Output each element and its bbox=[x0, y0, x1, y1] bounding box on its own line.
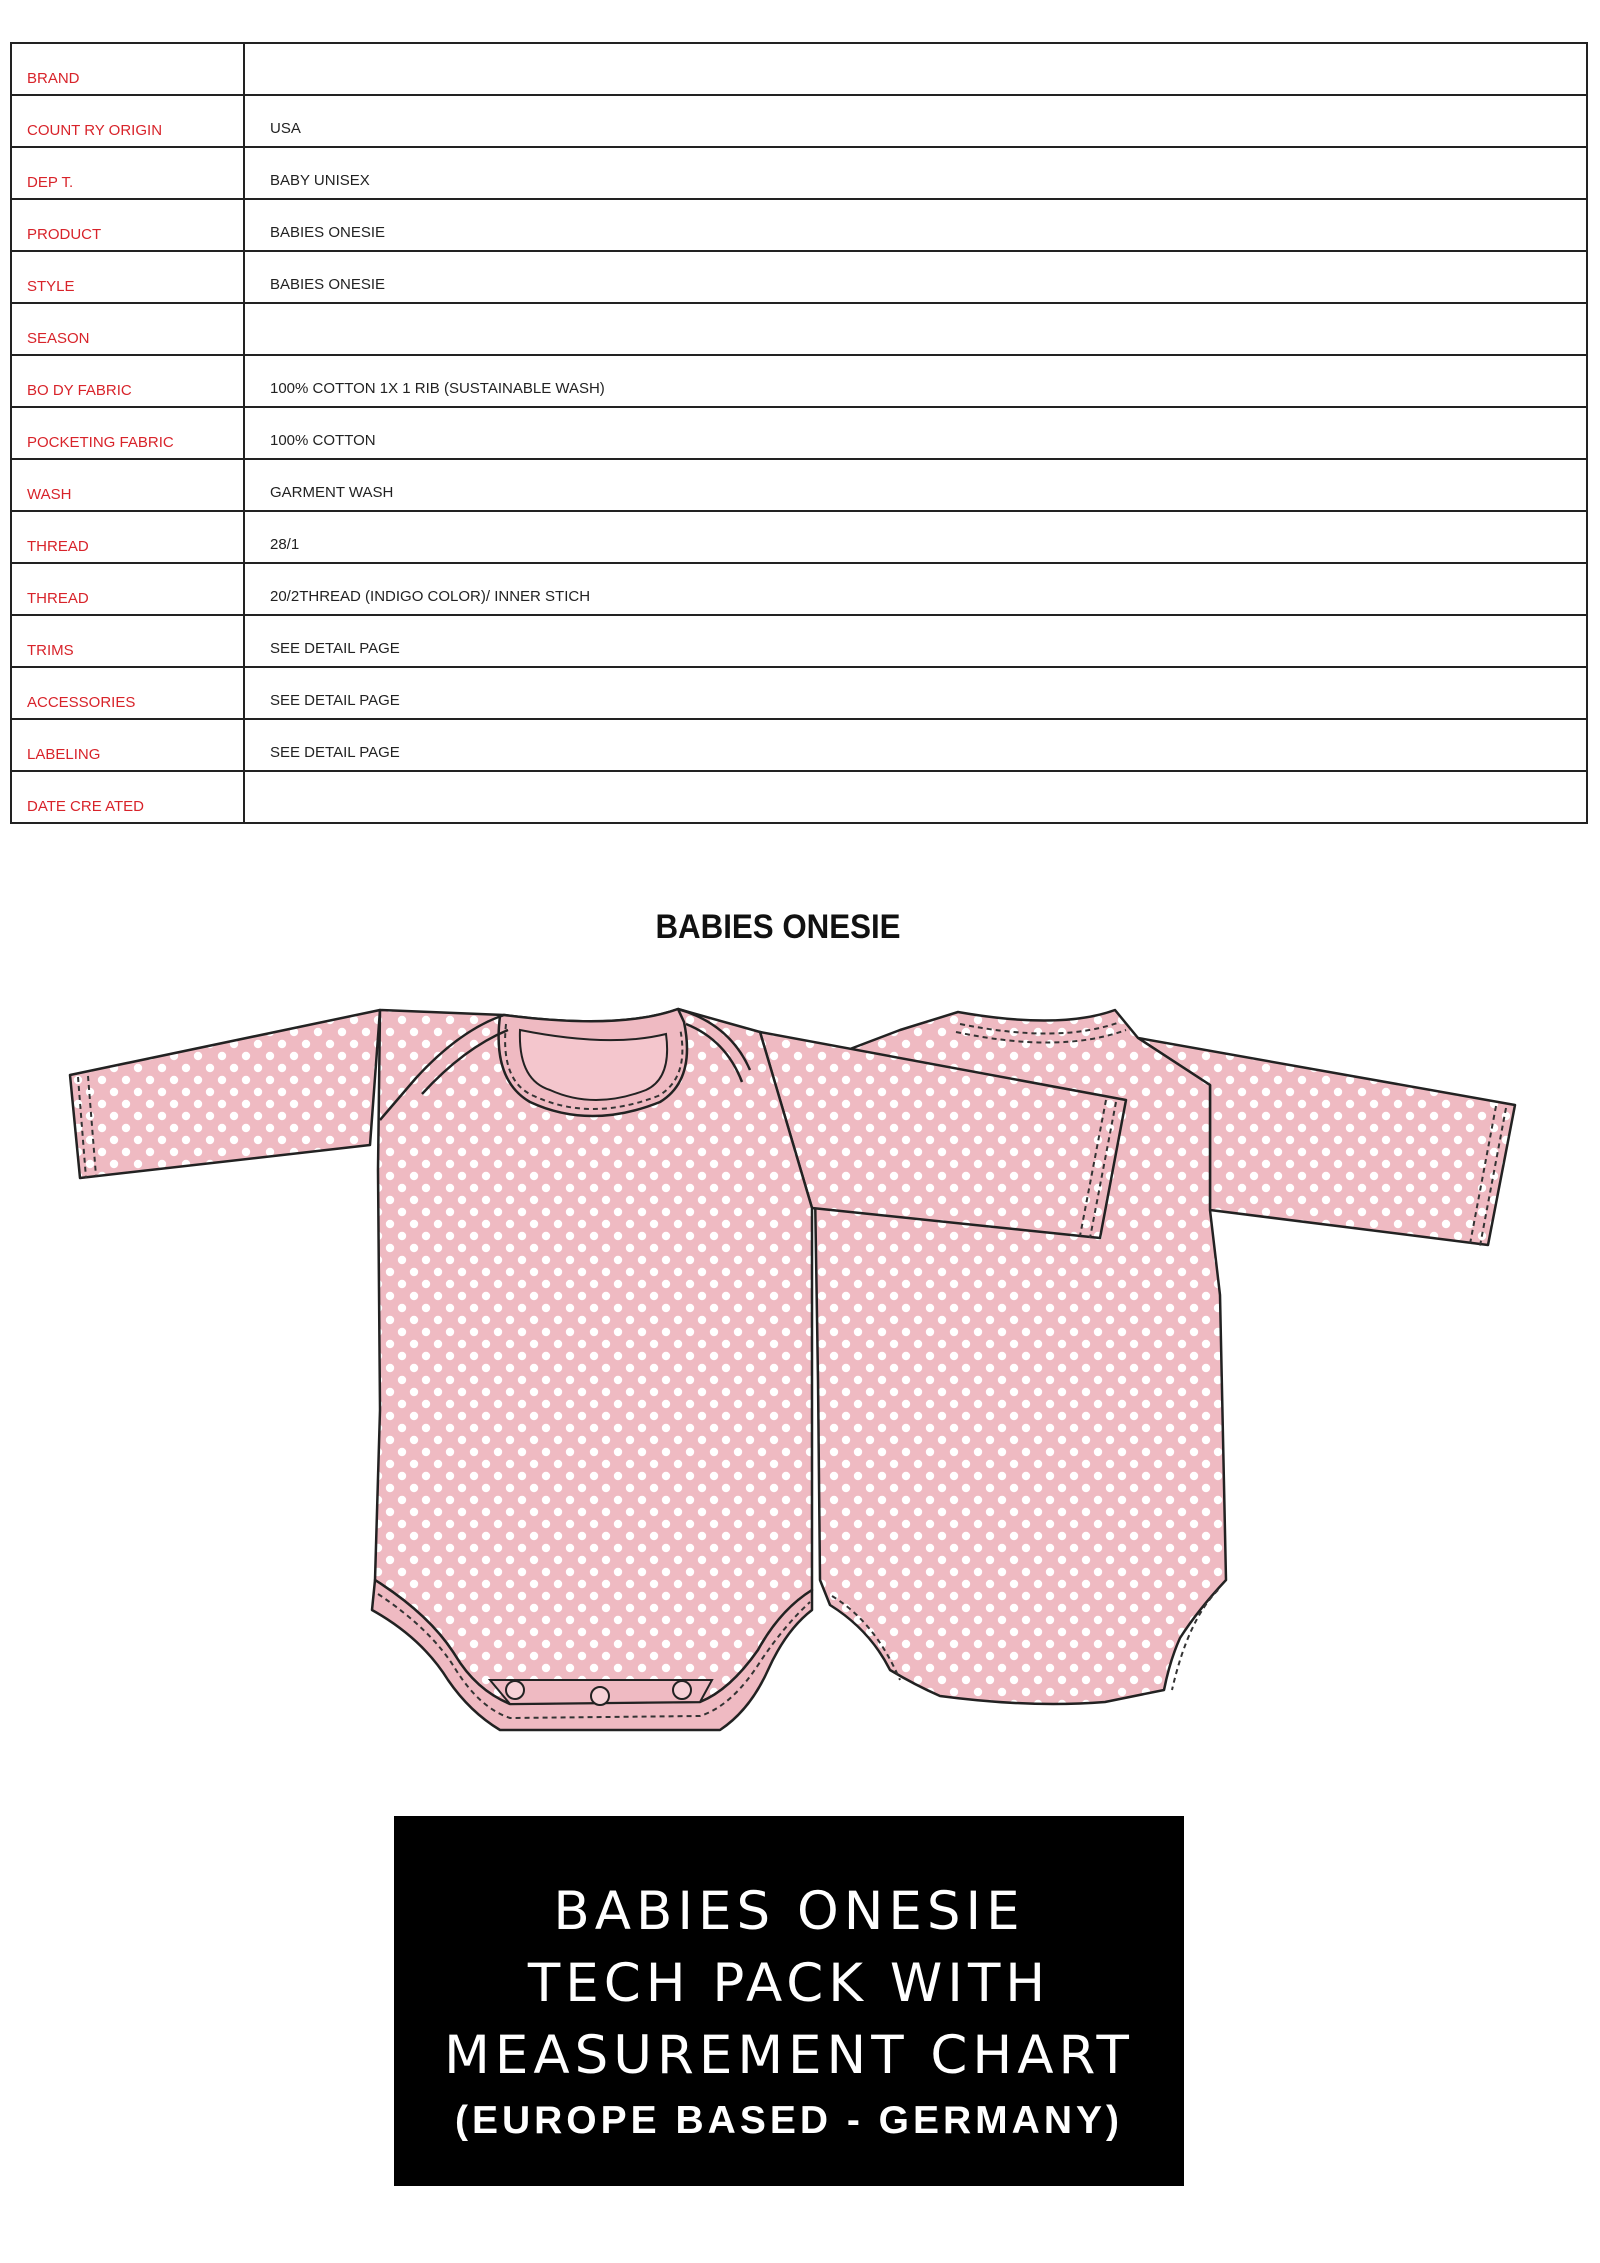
spec-row bbox=[11, 303, 1587, 355]
spec-label: BRAND bbox=[11, 43, 244, 95]
spec-value bbox=[244, 771, 1587, 823]
spec-row bbox=[11, 355, 1587, 407]
spec-label: THREAD bbox=[11, 563, 244, 615]
spec-value: SEE DETAIL PAGE bbox=[244, 615, 1587, 667]
spec-row bbox=[11, 199, 1587, 251]
spec-value bbox=[244, 303, 1587, 355]
spec-row bbox=[11, 147, 1587, 199]
spec-row bbox=[11, 251, 1587, 303]
spec-row bbox=[11, 95, 1587, 147]
spec-label: BO DY FABRIC bbox=[11, 355, 244, 407]
spec-value: GARMENT WASH bbox=[244, 459, 1587, 511]
sketch-title: BABIES ONESIE bbox=[655, 908, 901, 946]
snap-button bbox=[673, 1681, 691, 1699]
spec-label: SEASON bbox=[11, 303, 244, 355]
spec-row bbox=[11, 719, 1587, 771]
spec-row bbox=[11, 43, 1587, 95]
snap-button bbox=[506, 1681, 524, 1699]
spec-row bbox=[11, 459, 1587, 511]
spec-value bbox=[244, 43, 1587, 95]
spec-value: 28/1 bbox=[244, 511, 1587, 563]
spec-value: BABIES ONESIE bbox=[244, 199, 1587, 251]
spec-row bbox=[11, 563, 1587, 615]
spec-label: TRIMS bbox=[11, 615, 244, 667]
onesie-sketch bbox=[60, 990, 1540, 1790]
spec-value: SEE DETAIL PAGE bbox=[244, 719, 1587, 771]
spec-label: THREAD bbox=[11, 511, 244, 563]
snap-button bbox=[591, 1687, 609, 1705]
spec-row bbox=[11, 771, 1587, 823]
spec-row bbox=[11, 667, 1587, 719]
banner-line-1: BABIES ONESIE bbox=[553, 1881, 1025, 1942]
spec-table bbox=[10, 42, 1588, 824]
spec-value: BABY UNISEX bbox=[244, 147, 1587, 199]
spec-label: POCKETING FABRIC bbox=[11, 407, 244, 459]
spec-label: PRODUCT bbox=[11, 199, 244, 251]
spec-value: 20/2THREAD (INDIGO COLOR)/ INNER STICH bbox=[244, 563, 1587, 615]
spec-value: USA bbox=[244, 95, 1587, 147]
spec-label: ACCESSORIES bbox=[11, 667, 244, 719]
banner-line-4: (EUROPE BASED - GERMANY) bbox=[454, 2099, 1124, 2142]
spec-row bbox=[11, 615, 1587, 667]
spec-label: COUNT RY ORIGIN bbox=[11, 95, 244, 147]
spec-value: BABIES ONESIE bbox=[244, 251, 1587, 303]
spec-label: WASH bbox=[11, 459, 244, 511]
front-sleeve-left bbox=[70, 1010, 380, 1178]
spec-label: STYLE bbox=[11, 251, 244, 303]
spec-label: DATE CRE ATED bbox=[11, 771, 244, 823]
spec-value: 100% COTTON 1X 1 RIB (SUSTAINABLE WASH) bbox=[244, 355, 1587, 407]
spec-row bbox=[11, 407, 1587, 459]
title-banner bbox=[394, 1816, 1184, 2186]
spec-row bbox=[11, 511, 1587, 563]
spec-label: DEP T. bbox=[11, 147, 244, 199]
spec-value: 100% COTTON bbox=[244, 407, 1587, 459]
banner-line-3: MEASUREMENT CHART bbox=[444, 2025, 1134, 2086]
spec-value: SEE DETAIL PAGE bbox=[244, 667, 1587, 719]
spec-label: LABELING bbox=[11, 719, 244, 771]
banner-line-2: TECH PACK WITH bbox=[527, 1953, 1051, 2014]
